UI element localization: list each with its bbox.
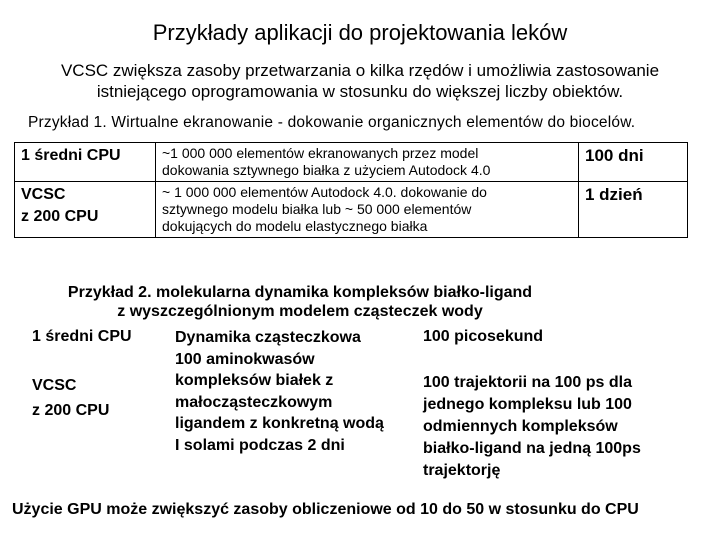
middle-line: 100 aminokwasów	[175, 350, 315, 368]
config-line: VCSC	[21, 186, 66, 203]
result-line: jednego kompleksu lub 100	[423, 396, 632, 413]
row1-description	[156, 143, 579, 182]
row1-config	[15, 143, 156, 182]
intro-text	[0, 60, 720, 102]
middle-line: małocząsteczkowym	[175, 393, 333, 411]
result-line: odmiennych kompleksów	[423, 418, 618, 435]
config-line: VCSC	[32, 377, 77, 394]
config-line: z 200 CPU	[21, 208, 99, 225]
desc-line: ~1 000 000 elementów ekranowanych przez model	[162, 145, 479, 161]
row1-time: 100 dni	[579, 143, 688, 182]
middle-line: Dynamika cząsteczkowa	[175, 329, 361, 346]
desc-line: ~ 1 000 000 elementów Autodock 4.0. dokowanie do	[162, 184, 487, 200]
middle-line: I solami podczas 2 dni	[175, 436, 345, 454]
slide-title: Przykłady aplikacji do projektowania leków	[152, 20, 568, 45]
table-row	[15, 143, 688, 182]
example2-row2-config	[32, 373, 109, 423]
example2-row2-result	[423, 372, 641, 482]
row2-description	[156, 182, 579, 238]
desc-line: dokujących do modelu elastycznego białka	[162, 218, 428, 234]
example2-row1-config: 1 średni CPU	[32, 328, 132, 345]
table-row	[15, 182, 688, 238]
result-line: białko-ligand na jedną 100ps	[423, 440, 641, 457]
footer-note: Użycie GPU może zwiększyć zasoby obliczeniowe od 10 do 50 w stosunku do CPU	[12, 501, 639, 518]
middle-line: ligandem z konkretną wodą	[175, 415, 384, 432]
config-line: z 200 CPU	[32, 402, 110, 419]
example2-middle-description	[175, 327, 384, 456]
middle-line: kompleksów białek z	[175, 372, 334, 389]
row2-config	[15, 182, 156, 238]
intro-line-1: VCSC zwiększa zasoby przetwarzania o kilka rzędów i umożliwia zastosowanie	[60, 61, 660, 80]
result-line: trajektorję	[423, 462, 501, 479]
result-line: 100 trajektorii na 100 ps dla	[423, 374, 632, 391]
row2-time: 1 dzień	[579, 182, 688, 238]
example1-heading: Przykład 1. Wirtualne ekranowanie - dokowanie organicznych elementów do biocelów.	[28, 114, 636, 131]
example1-table	[14, 142, 688, 238]
example2-heading	[0, 283, 600, 321]
desc-line: sztywnego modelu białka lub ~ 50 000 elementów	[162, 201, 472, 217]
desc-line: dokowania sztywnego białka z użyciem Autodock 4.0	[162, 162, 491, 178]
config-line: 1 średni CPU	[21, 147, 121, 164]
example2-heading-line-2: z wyszczególnionym modelem cząsteczek wody	[117, 303, 483, 320]
example2-heading-line-1: Przykład 2. molekularna dynamika kompleksów białko-ligand	[67, 284, 533, 301]
example2-row1-result: 100 picosekund	[423, 328, 544, 345]
intro-line-2: istniejącego oprogramowania w stosunku do większej liczby obiektów.	[96, 82, 624, 101]
